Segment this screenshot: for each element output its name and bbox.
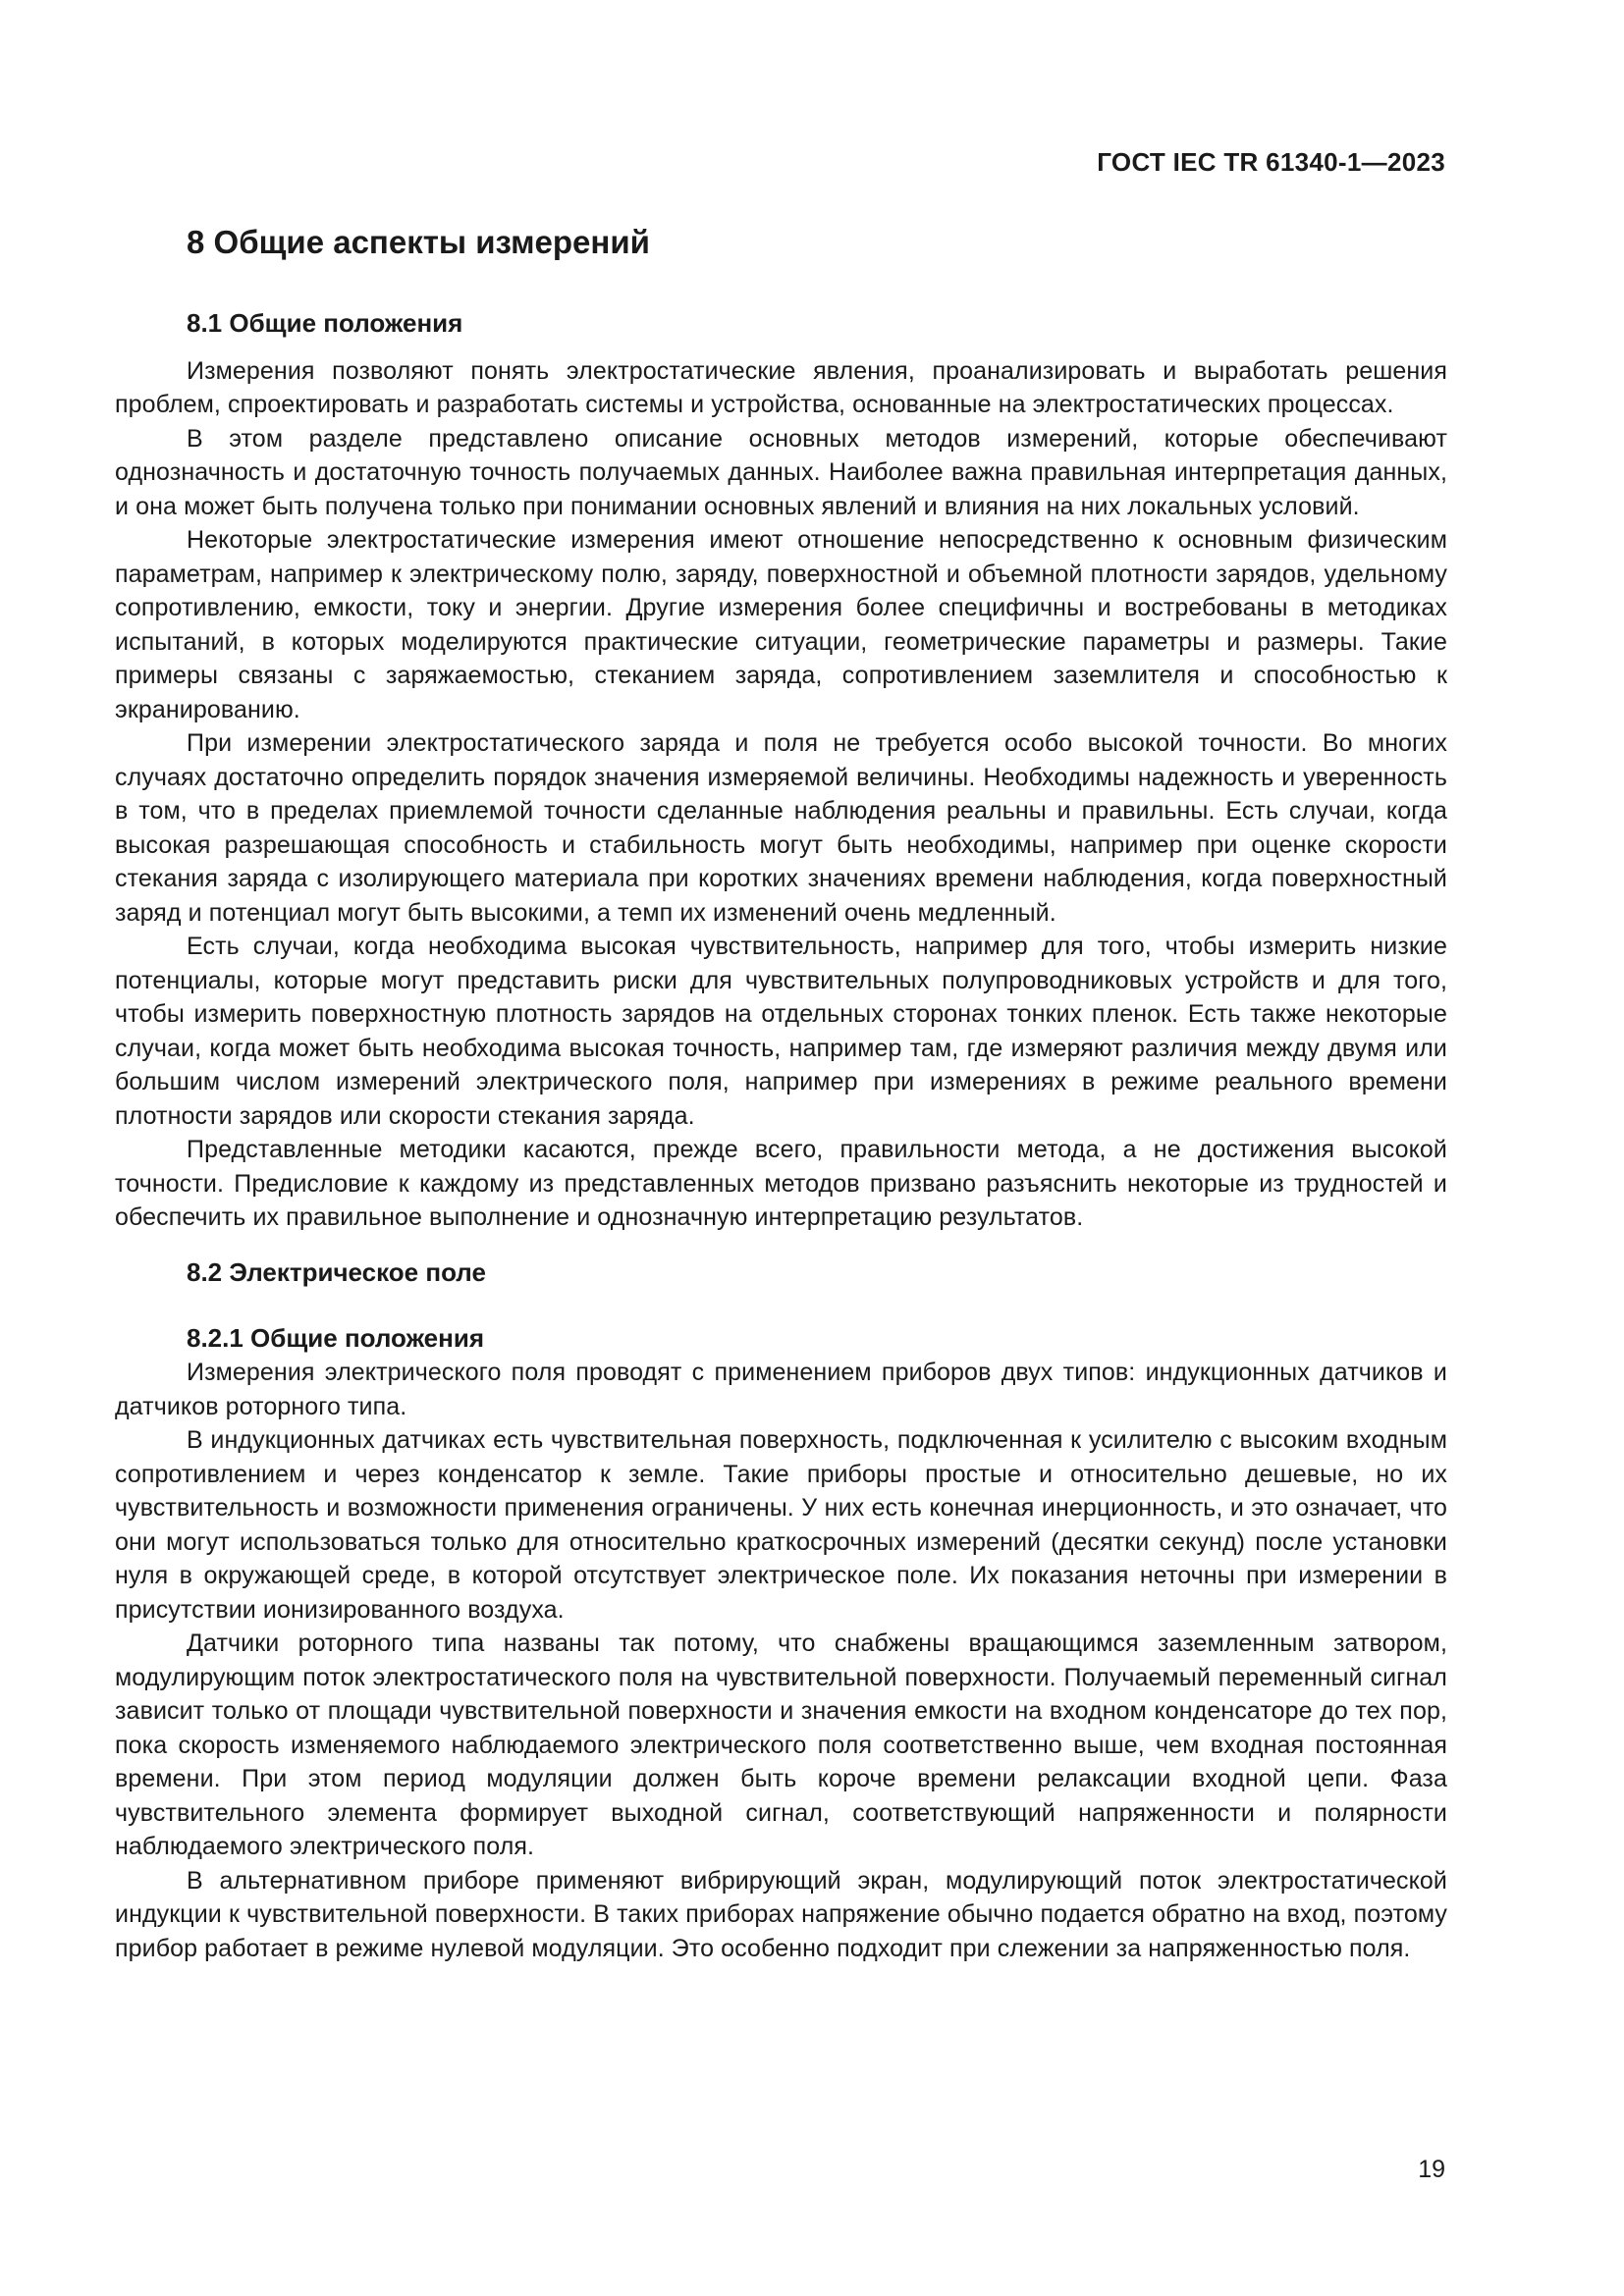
- section-title: 8 Общие аспекты измерений: [187, 224, 650, 260]
- paragraph: Измерения электрического поля проводят с применением приборов двух типов: индукционных датчиков и датчиков роторного типа.: [115, 1359, 1447, 1420]
- paragraph: В индукционных датчиках есть чувствительная поверхность, подключенная к усилителю с высоким входным сопротивлением и через конденсатор к земле. Такие приборы простые и относительно дешевые, но их чувствительность и возможности применения ограничены. У них есть конечная инерционность, и это означает, что они могут использоваться только для относительно краткосрочных измерений (десятки секунд) после установки нуля в окружающей среде, в которой отсутствует электрическое поле. Их показания неточны при измерении в присутствии ионизированного воздуха.: [115, 1426, 1447, 1624]
- spacer: [115, 1303, 1447, 1322]
- paragraph: Представленные методики касаются, прежде всего, правильности метода, а не достижения высокой точности. Предисловие к каждому из представленных методов призвано разъяснить некоторые из трудностей и обеспечить их правильное выполнение и однозначную интерпретацию результатов.: [115, 1136, 1447, 1232]
- subsection-title-8-1: 8.1 Общие положения: [187, 307, 463, 338]
- paragraph: Некоторые электростатические измерения имеют отношение непосредственно к основным физическим параметрам, например к электрическому полю, заряду, поверхностной и объемной плотности зарядов, удельному сопротивлению, емкости, току и энергии. Другие измерения более специфичны и востребованы в методиках испытаний, в которых моделируются практические ситуации, геометрические параметры и размеры. Такие примеры связаны с заряжаемостью, стеканием заряда, сопротивлением заземлителя и способностью к экранированию.: [115, 526, 1447, 723]
- paragraph: Есть случаи, когда необходима высокая чувствительность, например для того, чтобы измерить низкие потенциалы, которые могут представить риски для чувствительных полупроводниковых устройств и для того, чтобы измерить поверхностную плотность зарядов на отдельных сторонах тонких пленок. Есть также некоторые случаи, когда может быть необходима высокая точность, например там, где измеряют различия между двумя или большим числом измерений электрического поля, например при измерениях в режиме реального времени плотности зарядов или скорости стекания заряда.: [115, 933, 1447, 1130]
- subsection-title-8-2-1: 8.2.1 Общие положения: [187, 1323, 484, 1354]
- paragraph: Датчики роторного типа названы так потому, что снабжены вращающимся заземленным затвором, модулирующим поток электростатического поля на чувствительной поверхности. Получаемый переменный сигнал зависит только от площади чувствительной поверхности и значения емкости на входном конденсаторе до тех пор, пока скорость изменяемого наблюдаемого электрического поля соответственно выше, чем входная постоянная времени. При этом период модуляции должен быть короче времени релаксации входной цепи. Фаза чувствительного элемента формирует выходной сигнал, соответствующий напряженности и полярности наблюдаемого электрического поля.: [115, 1629, 1447, 1861]
- paragraph: В альтернативном приборе применяют вибрирующий экран, модулирующий поток электростатической индукции к чувствительной поверхности. В таких приборах напряжение обычно подается обратно на вход, поэтому прибор работает в режиме нулевой модуляции. Это особенно подходит при слежении за напряженностью поля.: [115, 1866, 1447, 1962]
- spacer: [115, 1235, 1447, 1256]
- document-code-header: ГОСТ IEC TR 61340-1—2023: [1097, 147, 1445, 177]
- paragraph: В этом разделе представлено описание основных методов измерений, которые обеспечивают однозначность и достаточную точность получаемых данных. Наиболее важна правильная интерпретация данных, и она может быть получена только при понимании основных явлений и влияния на них локальных условий.: [115, 424, 1447, 520]
- paragraph: При измерении электростатического заряда и поля не требуется особо высокой точности. Во многих случаях достаточно определить порядок значения измеряемой величины. Необходимы надежность и уверенность в том, что в пределах приемлемой точности сделанные наблюдения реальны и правильны. Есть случаи, когда высокая разрешающая способность и стабильность могут быть необходимы, например при оценке скорости стекания заряда с изолирующего материала при коротких значениях времени наблюдения, когда поверхностный заряд и потенциал могут быть высокими, а темп их изменений очень медленный.: [115, 729, 1447, 927]
- page-content: [115, 222, 1447, 1965]
- page-number: 19: [1418, 2156, 1445, 2183]
- subsection-title-8-2: 8.2 Электрическое поле: [187, 1256, 486, 1287]
- paragraph: Измерения позволяют понять электростатические явления, проанализировать и выработать решения проблем, спроектировать и разработать системы и устройства, основанные на электростатических процессах.: [115, 356, 1447, 419]
